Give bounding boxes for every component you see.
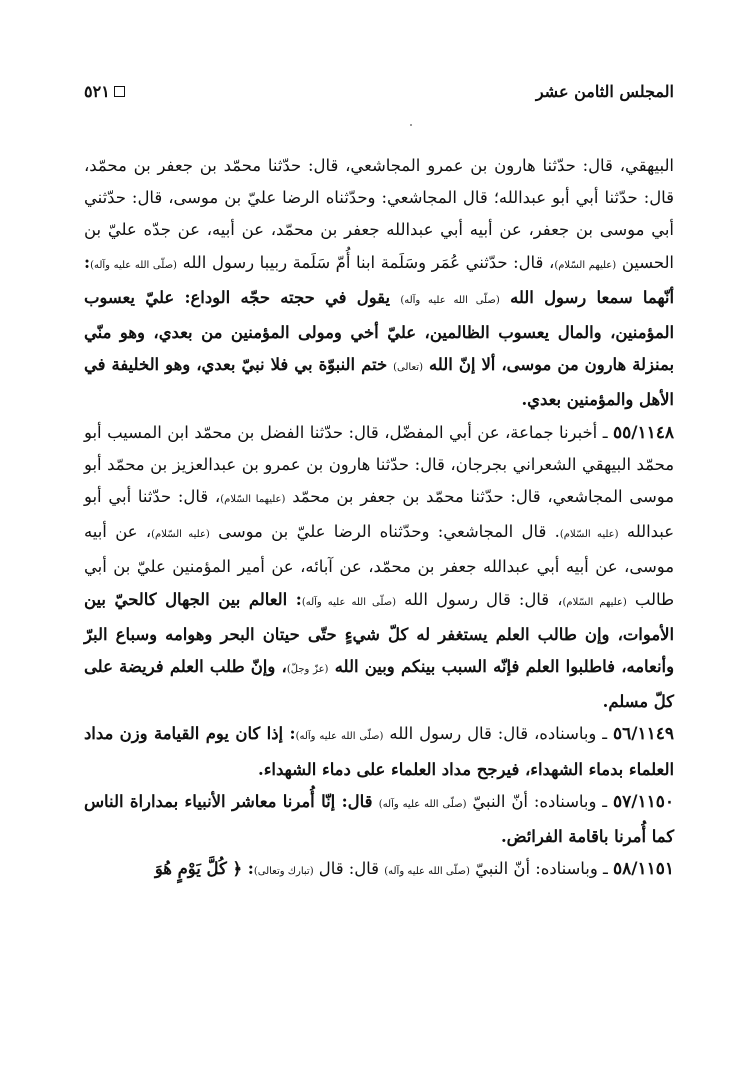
chain-text: ـ وباسناده: أنّ النبيّ bbox=[466, 791, 613, 811]
hadith-text: : ﴿ كُلَّ يَوْمٍ هُوَ bbox=[154, 859, 254, 879]
hadith-number: ٥٥/١١٤٨ bbox=[613, 422, 674, 443]
honorific: (تعالى) bbox=[393, 362, 423, 374]
chain-text: ـ وباسناده: أنّ النبيّ bbox=[469, 859, 613, 879]
honorific: (عليهم السّلام) bbox=[562, 596, 627, 608]
paragraph-p5 bbox=[84, 853, 674, 888]
document-body bbox=[84, 150, 674, 888]
hadith-text: : أنّهما سمعا رسول الله bbox=[84, 252, 674, 307]
honorific: (صلّى الله عليه وآله) bbox=[301, 596, 397, 608]
honorific: (صلّى الله عليه وآله) bbox=[400, 294, 500, 306]
honorific: (صلّى الله عليه وآله) bbox=[384, 866, 470, 878]
paragraph-p1 bbox=[84, 150, 674, 417]
paragraph-p3 bbox=[84, 718, 674, 785]
header-dot bbox=[410, 124, 412, 126]
page-header bbox=[84, 82, 674, 101]
chain-text: ـ وباسناده، قال: قال رسول الله bbox=[383, 724, 613, 744]
honorific: (عليه السّلام) bbox=[151, 529, 210, 541]
chain-text: قال: قال bbox=[313, 859, 385, 879]
honorific: (صلّى الله عليه وآله) bbox=[378, 798, 467, 810]
paragraph-p2 bbox=[84, 417, 674, 719]
hadith-number: ٥٧/١١٥٠ bbox=[612, 791, 674, 812]
hadith-number: ٥٨/١١٥١ bbox=[613, 859, 674, 880]
chain-text: ، قال: حدّثنا أبي أبو عبدالله bbox=[84, 487, 675, 542]
chain-text: ـ أخبرنا جماعة، عن أبي المفضّل، قال: حدّثنا الفضل بن محمّد ابن المسيب أبو محمّد البيهقي الشعراني بجرجان، قال: حدّثنا هارون بن عمرو بن عبدالعزيز بن محمّد أبو موسى المجاشعي، قال: حدّثنا محمّد بن جعفر بن محمّد bbox=[84, 422, 674, 507]
hadith-text: : العالم بين الجهال كالحيّ بين الأموات، وإن طالب العلم يستغفر له كلّ شيءٍ حتّى حيتان البحر وهوامه وسباع البرّ وأنعامه، فاطلبوا العلم فإنّه السبب بينكم وبين الله bbox=[84, 589, 674, 677]
chain-text: . قال المجاشعي: وحدّثناه الرضا عليّ بن موسى bbox=[209, 522, 560, 542]
honorific: (عليه السّلام) bbox=[559, 529, 619, 541]
chain-text: ، قال: قال رسول الله bbox=[396, 589, 563, 609]
hadith-text: ، وإنّ طلب العلم فريضة على كلّ مسلم. bbox=[84, 657, 674, 712]
chain-text: البيهقي، قال: حدّثنا هارون بن عمرو المجاشعي، قال: حدّثنا محمّد بن جعفر بن محمّد، قال: حدّثنا أبي أبو عبدالله؛ قال المجاشعي: وحدّثناه الرضا عليّ بن موسى، قال: حدّثني أبي موسى بن جعفر، عن أبيه أبي عبدالله جعفر بن محمّد، عن أبيه، عن جدّه عليّ بن الحسين bbox=[84, 156, 674, 272]
hadith-text: قال: إنّا أُمرنا معاشر الأنبياء بمداراة الناس كما أُمرنا باقامة الفرائض. bbox=[84, 791, 674, 847]
chain-text: ، قال: حدّثني عُمَر وسَلَمة ابنا أُمّ سَلَمة ربيبا رسول الله bbox=[176, 252, 555, 272]
honorific: (تبارك وتعالى) bbox=[253, 866, 314, 878]
page-number-block bbox=[84, 82, 125, 101]
paragraph-p4 bbox=[84, 786, 674, 853]
honorific: (عليهما السّلام) bbox=[220, 494, 286, 506]
honorific: (صلّى الله عليه وآله) bbox=[90, 259, 177, 271]
honorific: (صلّى الله عليه وآله) bbox=[295, 731, 384, 743]
hadith-number: ٥٦/١١٤٩ bbox=[613, 724, 674, 745]
chain-text: ، عن أبيه موسى، عن أبيه أبي عبدالله جعفر بن محمّد، عن آبائه، عن أمير المؤمنين عليّ بن أبي طالب bbox=[84, 522, 674, 609]
hadith-text: يقول في حجته حجّه الوداع: عليّ يعسوب المؤمنين، والمال يعسوب الظالمين، عليّ أخي ومولى المؤمنين من بعدي، وهو منّي بمنزلة هارون من موسى، ألا إنّ الله bbox=[84, 287, 675, 375]
square-icon bbox=[114, 86, 125, 97]
page-header-title: المجلس الثامن عشر bbox=[535, 82, 674, 101]
honorific: (عزّ وجلّ) bbox=[286, 664, 329, 676]
honorific: (عليهم السّلام) bbox=[554, 259, 617, 271]
page-number: ٥٢١ bbox=[84, 82, 110, 101]
hadith-text: : إذا كان يوم القيامة وزن مداد العلماء بدماء الشهداء، فيرجح مداد العلماء على دماء الشهداء. bbox=[84, 724, 674, 779]
hadith-text: ختم النبوّة بي فلا نبيّ بعدي، وهو الخليفة في الأهل والمؤمنين بعدي. bbox=[84, 355, 674, 410]
